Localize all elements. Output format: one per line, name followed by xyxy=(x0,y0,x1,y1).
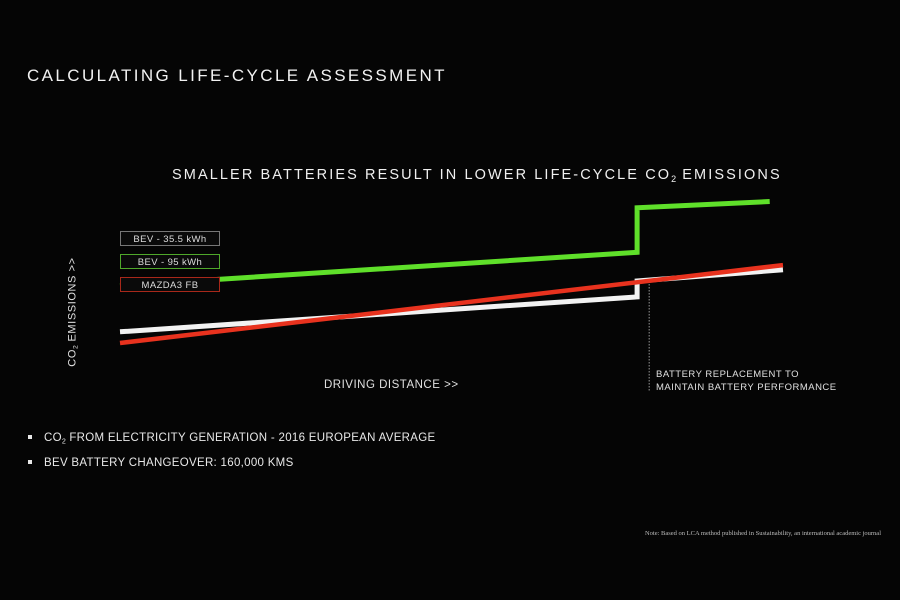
chart-title-subscript: 2 xyxy=(671,174,677,185)
note-text: BEV BATTERY CHANGEOVER: 160,000 KMS xyxy=(44,457,294,469)
page-title: CALCULATING LIFE-CYCLE ASSESSMENT xyxy=(27,66,447,85)
y-axis-label-text-end: EMISSIONS >> xyxy=(66,257,79,346)
bullet-icon xyxy=(28,435,32,439)
legend-item-mazda3: MAZDA3 FB xyxy=(120,277,220,292)
y-axis-label-subscript: 2 xyxy=(72,345,80,349)
x-axis-label: DRIVING DISTANCE >> xyxy=(324,379,459,391)
note-subscript: 2 xyxy=(61,437,66,446)
annotation-line-1: BATTERY REPLACEMENT TO xyxy=(656,369,799,380)
footnote: Note: Based on LCA method published in Sustainability, an international academic journal xyxy=(644,530,881,537)
series-layer xyxy=(120,202,783,344)
note-battery-changeover xyxy=(28,457,294,469)
chart-title-text: SMALLER BATTERIES RESULT IN LOWER LIFE-CYCLE CO xyxy=(172,167,672,183)
legend-item-bev-35: BEV - 35.5 kWh xyxy=(120,231,220,246)
note-text: CO xyxy=(44,432,62,444)
y-axis-label-text: CO xyxy=(66,348,79,367)
bullet-icon xyxy=(28,460,32,464)
y-axis-label xyxy=(66,257,79,366)
chart-title-text-end: EMISSIONS xyxy=(676,167,782,183)
note-text-end: FROM ELECTRICITY GENERATION - 2016 EUROPEAN AVERAGE xyxy=(65,432,436,444)
annotation-text xyxy=(656,368,837,394)
note-electricity xyxy=(28,432,435,445)
annotation-line-2: MAINTAIN BATTERY PERFORMANCE xyxy=(656,382,837,393)
legend-item-bev-95: BEV - 95 kWh xyxy=(120,254,220,269)
